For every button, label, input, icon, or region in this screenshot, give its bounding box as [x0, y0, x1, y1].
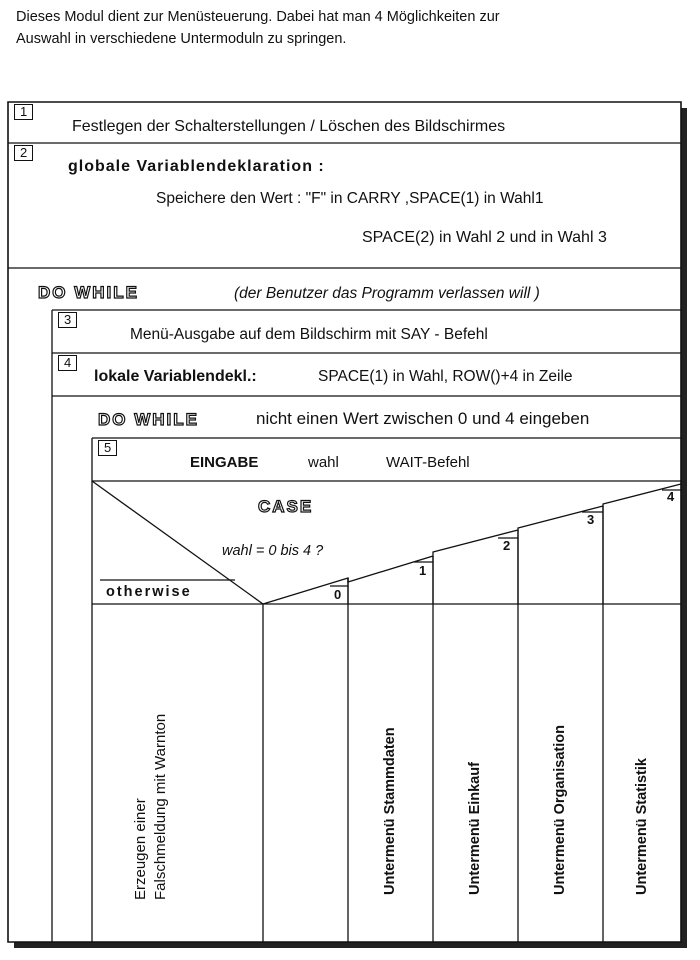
- case-label-3: 3: [587, 512, 595, 527]
- case-label-2: 2: [503, 538, 511, 553]
- inner-loop-condition: nicht einen Wert zwischen 0 und 4 eingeben: [256, 409, 590, 428]
- outer-loop-keyword: DO WHILE: [38, 283, 139, 302]
- branch-otherwise-line1: Erzeugen einer: [132, 798, 149, 900]
- outer-loop-condition: (der Benutzer das Programm verlassen will ): [234, 285, 540, 302]
- block5-eingabe: EINGABE: [190, 454, 259, 471]
- case-keyword: CASE: [258, 497, 314, 516]
- branch-otherwise-line2: Falschmeldung mit Warnton: [152, 713, 169, 900]
- intro-line-2: Auswahl in verschiedene Untermoduln zu springen.: [16, 31, 347, 47]
- case-label-1: 1: [419, 563, 427, 578]
- block2-line2: SPACE(2) in Wahl 2 und in Wahl 3: [362, 229, 607, 246]
- branch-3-text: Untermenü Organisation: [552, 725, 568, 895]
- block5-var: wahl: [308, 454, 339, 471]
- block5-wait: WAIT-Befehl: [386, 454, 470, 471]
- diagram-frame: [8, 102, 681, 942]
- block3-text: Menü-Ausgabe auf dem Bildschirm mit SAY - Befehl: [130, 326, 488, 343]
- block-number-1: 1: [14, 104, 33, 120]
- block2-line1: Speichere den Wert : "F" in CARRY ,SPACE(1) in Wahl1: [156, 190, 544, 207]
- intro-line-1: Dieses Modul dient zur Menüsteuerung. Dabei hat man 4 Möglichkeiten zur: [16, 9, 500, 25]
- case-otherwise-label: otherwise: [106, 584, 192, 600]
- case-label-4: 4: [667, 489, 675, 504]
- branch-1-text: Untermenü Stammdaten: [382, 727, 398, 895]
- block1-text: Festlegen der Schalterstellungen / Löschen des Bildschirmes: [72, 118, 506, 135]
- case-label-0: 0: [334, 587, 342, 602]
- block2-title: globale Variablendeklaration :: [68, 158, 325, 175]
- block-number-4: 4: [58, 355, 77, 371]
- branch-2-text: Untermenü Einkauf: [467, 762, 483, 895]
- block-number-5: 5: [98, 440, 117, 456]
- block-number-2: 2: [14, 145, 33, 161]
- block-number-3: 3: [58, 312, 77, 328]
- block4-text: SPACE(1) in Wahl, ROW()+4 in Zeile: [318, 368, 573, 385]
- case-condition: wahl = 0 bis 4 ?: [222, 543, 324, 559]
- inner-loop-keyword: DO WHILE: [98, 410, 199, 429]
- block4-label: lokale Variablendekl.:: [94, 368, 257, 385]
- branch-4-text: Untermenü Statistik: [634, 758, 650, 895]
